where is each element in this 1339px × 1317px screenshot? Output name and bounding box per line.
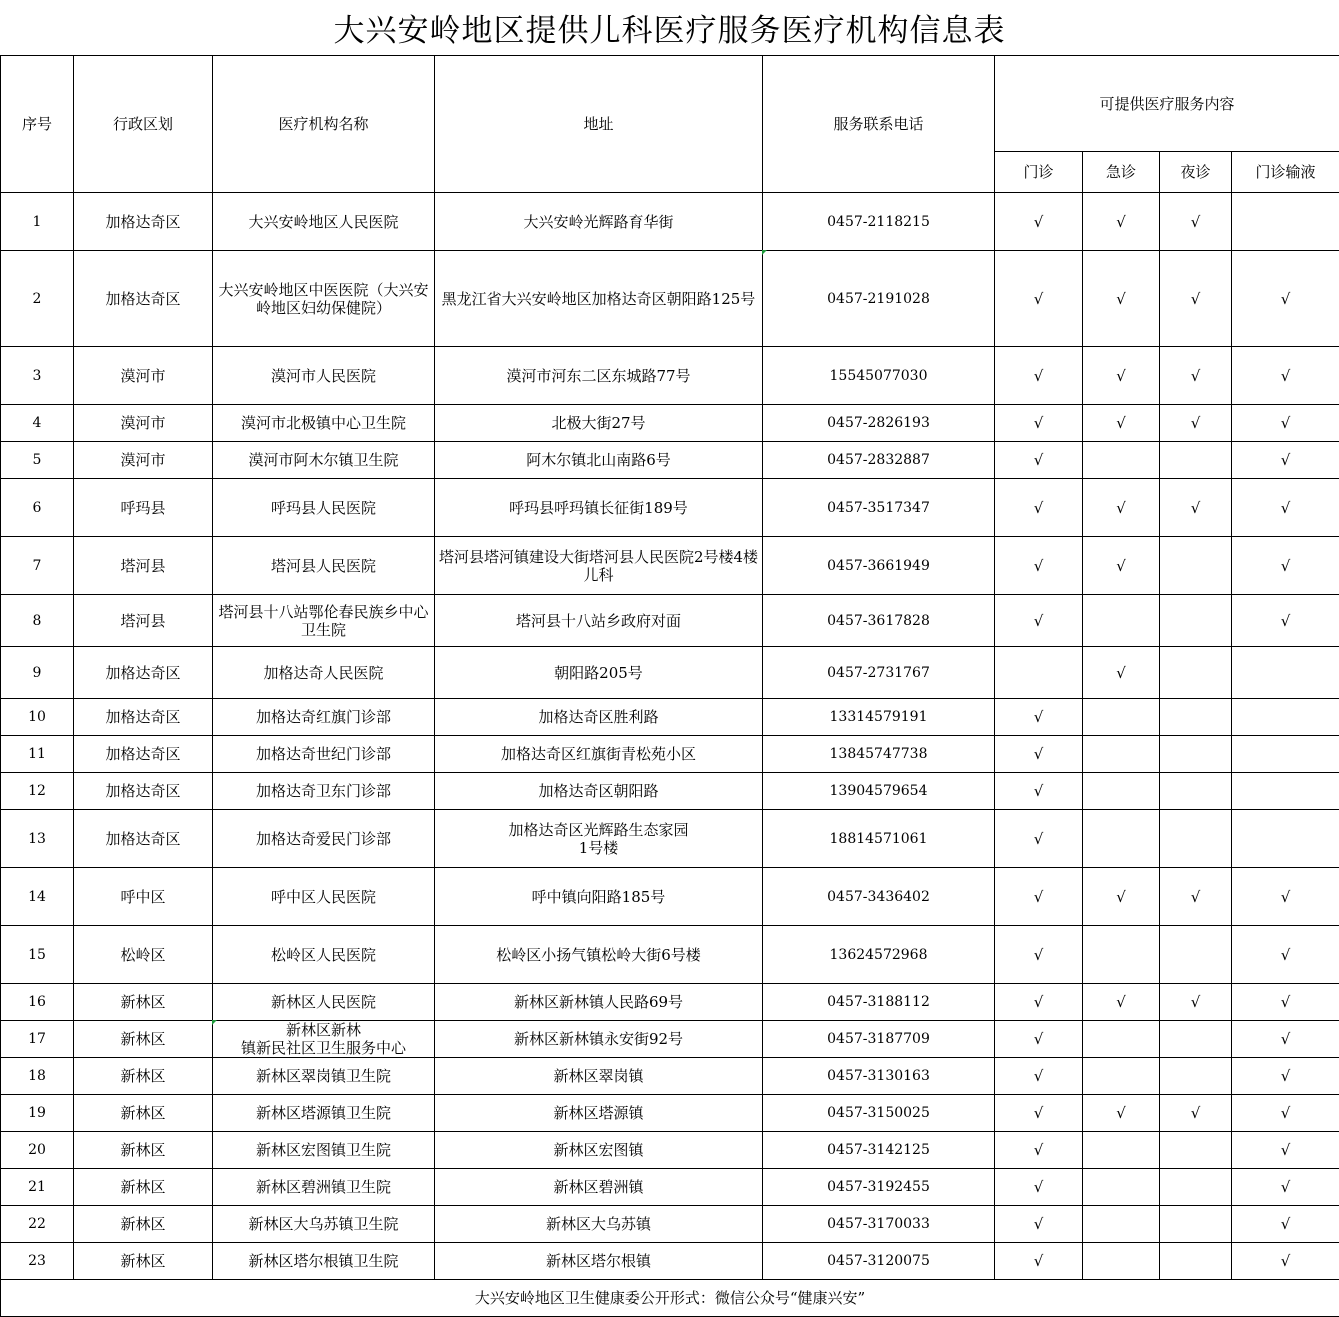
cell-address: 呼中镇向阳路185号 bbox=[435, 868, 763, 926]
cell-night: √ bbox=[1160, 347, 1232, 405]
table-row bbox=[1, 810, 1339, 868]
cell-institution-name: 漠河市阿木尔镇卫生院 bbox=[213, 442, 435, 479]
cell-night bbox=[1160, 773, 1232, 810]
cell-outpatient: √ bbox=[995, 537, 1083, 595]
cell-outpatient: √ bbox=[995, 479, 1083, 537]
cell-night bbox=[1160, 1058, 1232, 1095]
cell-outpatient: √ bbox=[995, 1243, 1083, 1280]
cell-outpatient: √ bbox=[995, 868, 1083, 926]
cell-address: 塔河县十八站乡政府对面 bbox=[435, 595, 763, 647]
cell-seq: 5 bbox=[1, 442, 74, 479]
table-row bbox=[1, 193, 1339, 251]
cell-institution-name: 新林区人民医院 bbox=[213, 984, 435, 1021]
table-row bbox=[1, 1058, 1339, 1095]
cell-night bbox=[1160, 1169, 1232, 1206]
cell-institution-name: 加格达奇红旗门诊部 bbox=[213, 699, 435, 736]
cell-outpatient: √ bbox=[995, 1058, 1083, 1095]
cell-phone: 18814571061 bbox=[763, 810, 995, 868]
cell-institution-name: 新林区翠岗镇卫生院 bbox=[213, 1058, 435, 1095]
cell-seq: 18 bbox=[1, 1058, 74, 1095]
cell-district: 新林区 bbox=[74, 1132, 213, 1169]
cell-infusion: √ bbox=[1232, 1169, 1339, 1206]
cell-institution-name: 加格达奇爱民门诊部 bbox=[213, 810, 435, 868]
cell-infusion: √ bbox=[1232, 537, 1339, 595]
cell-address: 新林区新林镇人民路69号 bbox=[435, 984, 763, 1021]
table-row bbox=[1, 595, 1339, 647]
cell-phone: 0457-3142125 bbox=[763, 1132, 995, 1169]
cell-night bbox=[1160, 699, 1232, 736]
header-infusion: 门诊输液 bbox=[1232, 152, 1339, 193]
sheet-title: 大兴安岭地区提供儿科医疗服务医疗机构信息表 bbox=[0, 0, 1339, 55]
cell-district: 加格达奇区 bbox=[74, 699, 213, 736]
cell-emergency bbox=[1083, 1243, 1160, 1280]
cell-emergency: √ bbox=[1083, 984, 1160, 1021]
cell-night bbox=[1160, 1021, 1232, 1058]
cell-phone: 0457-3120075 bbox=[763, 1243, 995, 1280]
cell-emergency bbox=[1083, 1132, 1160, 1169]
cell-district: 塔河县 bbox=[74, 537, 213, 595]
cell-address: 呼玛县呼玛镇长征街189号 bbox=[435, 479, 763, 537]
cell-district: 新林区 bbox=[74, 1021, 213, 1058]
cell-phone: 0457-2191028 bbox=[763, 251, 995, 347]
cell-night bbox=[1160, 595, 1232, 647]
cell-institution-name: 新林区新林 镇新民社区卫生服务中心 bbox=[213, 1021, 435, 1058]
cell-address: 新林区碧洲镇 bbox=[435, 1169, 763, 1206]
cell-institution-name: 加格达奇人民医院 bbox=[213, 647, 435, 699]
cell-outpatient: √ bbox=[995, 773, 1083, 810]
cell-emergency: √ bbox=[1083, 251, 1160, 347]
cell-outpatient: √ bbox=[995, 347, 1083, 405]
cell-comment-marker bbox=[212, 1020, 217, 1025]
cell-outpatient: √ bbox=[995, 736, 1083, 773]
cell-night bbox=[1160, 1206, 1232, 1243]
cell-phone: 0457-3130163 bbox=[763, 1058, 995, 1095]
cell-district: 加格达奇区 bbox=[74, 810, 213, 868]
cell-phone: 13904579654 bbox=[763, 773, 995, 810]
cell-institution-name: 呼玛县人民医院 bbox=[213, 479, 435, 537]
cell-seq: 21 bbox=[1, 1169, 74, 1206]
cell-seq: 15 bbox=[1, 926, 74, 984]
cell-phone: 0457-3187709 bbox=[763, 1021, 995, 1058]
table-row bbox=[1, 699, 1339, 736]
table-row bbox=[1, 926, 1339, 984]
cell-infusion: √ bbox=[1232, 479, 1339, 537]
cell-outpatient: √ bbox=[995, 193, 1083, 251]
cell-district: 加格达奇区 bbox=[74, 193, 213, 251]
header-seq: 序号 bbox=[1, 56, 74, 193]
cell-infusion: √ bbox=[1232, 595, 1339, 647]
cell-phone: 0457-3661949 bbox=[763, 537, 995, 595]
cell-emergency: √ bbox=[1083, 537, 1160, 595]
table-row bbox=[1, 405, 1339, 442]
table-row bbox=[1, 1169, 1339, 1206]
cell-outpatient: √ bbox=[995, 810, 1083, 868]
cell-address: 大兴安岭光辉路育华街 bbox=[435, 193, 763, 251]
cell-phone: 13314579191 bbox=[763, 699, 995, 736]
cell-outpatient: √ bbox=[995, 1021, 1083, 1058]
cell-district: 呼玛县 bbox=[74, 479, 213, 537]
cell-emergency bbox=[1083, 736, 1160, 773]
cell-emergency: √ bbox=[1083, 405, 1160, 442]
cell-phone: 15545077030 bbox=[763, 347, 995, 405]
cell-emergency bbox=[1083, 810, 1160, 868]
cell-phone: 13624572968 bbox=[763, 926, 995, 984]
cell-phone: 0457-3192455 bbox=[763, 1169, 995, 1206]
cell-emergency bbox=[1083, 442, 1160, 479]
cell-district: 加格达奇区 bbox=[74, 773, 213, 810]
cell-infusion: √ bbox=[1232, 1058, 1339, 1095]
cell-outpatient bbox=[995, 647, 1083, 699]
cell-district: 新林区 bbox=[74, 984, 213, 1021]
cell-emergency bbox=[1083, 1021, 1160, 1058]
table-row bbox=[1, 1095, 1339, 1132]
cell-district: 新林区 bbox=[74, 1095, 213, 1132]
cell-address: 朝阳路205号 bbox=[435, 647, 763, 699]
cell-institution-name: 呼中区人民医院 bbox=[213, 868, 435, 926]
cell-emergency bbox=[1083, 1058, 1160, 1095]
cell-night: √ bbox=[1160, 1095, 1232, 1132]
table-row bbox=[1, 347, 1339, 405]
cell-seq: 8 bbox=[1, 595, 74, 647]
cell-outpatient: √ bbox=[995, 926, 1083, 984]
footer-row bbox=[1, 1280, 1339, 1317]
cell-seq: 14 bbox=[1, 868, 74, 926]
cell-institution-name: 塔河县人民医院 bbox=[213, 537, 435, 595]
cell-seq: 9 bbox=[1, 647, 74, 699]
cell-comment-marker bbox=[762, 250, 767, 255]
table-row bbox=[1, 1132, 1339, 1169]
cell-infusion bbox=[1232, 773, 1339, 810]
cell-institution-name: 松岭区人民医院 bbox=[213, 926, 435, 984]
cell-address: 加格达奇区胜利路 bbox=[435, 699, 763, 736]
cell-address: 新林区塔尔根镇 bbox=[435, 1243, 763, 1280]
cell-district: 松岭区 bbox=[74, 926, 213, 984]
cell-institution-name: 新林区宏图镇卫生院 bbox=[213, 1132, 435, 1169]
cell-district: 加格达奇区 bbox=[74, 647, 213, 699]
cell-infusion: √ bbox=[1232, 926, 1339, 984]
cell-seq: 7 bbox=[1, 537, 74, 595]
table-row bbox=[1, 479, 1339, 537]
cell-seq: 2 bbox=[1, 251, 74, 347]
cell-night bbox=[1160, 537, 1232, 595]
cell-seq: 4 bbox=[1, 405, 74, 442]
cell-seq: 19 bbox=[1, 1095, 74, 1132]
cell-infusion: √ bbox=[1232, 1095, 1339, 1132]
table-row bbox=[1, 773, 1339, 810]
cell-infusion: √ bbox=[1232, 251, 1339, 347]
header-emergency: 急诊 bbox=[1083, 152, 1160, 193]
table-row bbox=[1, 1206, 1339, 1243]
header-district: 行政区划 bbox=[74, 56, 213, 193]
cell-outpatient: √ bbox=[995, 1169, 1083, 1206]
cell-infusion bbox=[1232, 736, 1339, 773]
cell-address: 加格达奇区朝阳路 bbox=[435, 773, 763, 810]
cell-phone: 0457-3150025 bbox=[763, 1095, 995, 1132]
cell-address: 松岭区小扬气镇松岭大街6号楼 bbox=[435, 926, 763, 984]
header-services: 可提供医疗服务内容 bbox=[995, 56, 1339, 152]
cell-night bbox=[1160, 442, 1232, 479]
cell-address: 新林区宏图镇 bbox=[435, 1132, 763, 1169]
cell-infusion bbox=[1232, 699, 1339, 736]
cell-emergency: √ bbox=[1083, 193, 1160, 251]
cell-district: 漠河市 bbox=[74, 347, 213, 405]
cell-emergency: √ bbox=[1083, 647, 1160, 699]
cell-outpatient: √ bbox=[995, 251, 1083, 347]
cell-address: 新林区新林镇永安街92号 bbox=[435, 1021, 763, 1058]
cell-outpatient: √ bbox=[995, 405, 1083, 442]
cell-night: √ bbox=[1160, 405, 1232, 442]
cell-seq: 17 bbox=[1, 1021, 74, 1058]
cell-emergency bbox=[1083, 1169, 1160, 1206]
cell-district: 塔河县 bbox=[74, 595, 213, 647]
cell-address: 新林区塔源镇 bbox=[435, 1095, 763, 1132]
cell-night: √ bbox=[1160, 868, 1232, 926]
cell-institution-name: 漠河市人民医院 bbox=[213, 347, 435, 405]
cell-institution-name: 新林区塔尔根镇卫生院 bbox=[213, 1243, 435, 1280]
cell-infusion: √ bbox=[1232, 347, 1339, 405]
cell-seq: 10 bbox=[1, 699, 74, 736]
cell-emergency: √ bbox=[1083, 479, 1160, 537]
header-outpatient: 门诊 bbox=[995, 152, 1083, 193]
cell-seq: 11 bbox=[1, 736, 74, 773]
cell-institution-name: 加格达奇卫东门诊部 bbox=[213, 773, 435, 810]
cell-district: 呼中区 bbox=[74, 868, 213, 926]
cell-infusion: √ bbox=[1232, 1206, 1339, 1243]
cell-institution-name: 大兴安岭地区中医医院（大兴安岭地区妇幼保健院） bbox=[213, 251, 435, 347]
cell-outpatient: √ bbox=[995, 699, 1083, 736]
footer-note: 大兴安岭地区卫生健康委公开形式：微信公众号“健康兴安” bbox=[1, 1280, 1339, 1317]
header-phone: 服务联系电话 bbox=[763, 56, 995, 193]
table-row bbox=[1, 537, 1339, 595]
cell-outpatient: √ bbox=[995, 1132, 1083, 1169]
cell-night: √ bbox=[1160, 984, 1232, 1021]
cell-seq: 23 bbox=[1, 1243, 74, 1280]
cell-infusion: √ bbox=[1232, 1021, 1339, 1058]
cell-infusion: √ bbox=[1232, 442, 1339, 479]
cell-institution-name: 新林区塔源镇卫生院 bbox=[213, 1095, 435, 1132]
cell-district: 漠河市 bbox=[74, 442, 213, 479]
cell-emergency bbox=[1083, 773, 1160, 810]
table-row bbox=[1, 736, 1339, 773]
cell-seq: 20 bbox=[1, 1132, 74, 1169]
cell-address: 加格达奇区红旗街青松苑小区 bbox=[435, 736, 763, 773]
header-row bbox=[1, 56, 1339, 152]
cell-infusion: √ bbox=[1232, 1243, 1339, 1280]
cell-night bbox=[1160, 1243, 1232, 1280]
cell-address: 塔河县塔河镇建设大街塔河县人民医院2号楼4楼儿科 bbox=[435, 537, 763, 595]
cell-institution-name: 加格达奇世纪门诊部 bbox=[213, 736, 435, 773]
cell-night bbox=[1160, 1132, 1232, 1169]
cell-phone: 0457-3436402 bbox=[763, 868, 995, 926]
cell-night bbox=[1160, 736, 1232, 773]
table-row bbox=[1, 1243, 1339, 1280]
cell-infusion bbox=[1232, 647, 1339, 699]
table-row bbox=[1, 251, 1339, 347]
cell-phone: 0457-2826193 bbox=[763, 405, 995, 442]
institution-table bbox=[0, 55, 1339, 1317]
cell-district: 加格达奇区 bbox=[74, 736, 213, 773]
cell-phone: 0457-2118215 bbox=[763, 193, 995, 251]
cell-outpatient: √ bbox=[995, 1206, 1083, 1243]
cell-emergency bbox=[1083, 1206, 1160, 1243]
cell-emergency bbox=[1083, 699, 1160, 736]
cell-night: √ bbox=[1160, 251, 1232, 347]
cell-night bbox=[1160, 926, 1232, 984]
cell-emergency: √ bbox=[1083, 1095, 1160, 1132]
cell-district: 新林区 bbox=[74, 1243, 213, 1280]
cell-seq: 3 bbox=[1, 347, 74, 405]
cell-phone: 0457-3188112 bbox=[763, 984, 995, 1021]
cell-phone: 0457-3517347 bbox=[763, 479, 995, 537]
cell-seq: 1 bbox=[1, 193, 74, 251]
cell-emergency bbox=[1083, 926, 1160, 984]
cell-district: 新林区 bbox=[74, 1169, 213, 1206]
table-row bbox=[1, 442, 1339, 479]
table-row bbox=[1, 647, 1339, 699]
cell-outpatient: √ bbox=[995, 442, 1083, 479]
cell-night bbox=[1160, 810, 1232, 868]
cell-infusion: √ bbox=[1232, 984, 1339, 1021]
table-row bbox=[1, 1021, 1339, 1058]
cell-seq: 6 bbox=[1, 479, 74, 537]
cell-phone: 0457-3617828 bbox=[763, 595, 995, 647]
cell-seq: 13 bbox=[1, 810, 74, 868]
header-night: 夜诊 bbox=[1160, 152, 1232, 193]
cell-seq: 22 bbox=[1, 1206, 74, 1243]
cell-address: 阿木尔镇北山南路6号 bbox=[435, 442, 763, 479]
cell-institution-name: 漠河市北极镇中心卫生院 bbox=[213, 405, 435, 442]
header-address: 地址 bbox=[435, 56, 763, 193]
table-row bbox=[1, 984, 1339, 1021]
cell-address: 黑龙江省大兴安岭地区加格达奇区朝阳路125号 bbox=[435, 251, 763, 347]
cell-infusion: √ bbox=[1232, 405, 1339, 442]
cell-address: 加格达奇区光辉路生态家园 1号楼 bbox=[435, 810, 763, 868]
cell-phone: 0457-2832887 bbox=[763, 442, 995, 479]
cell-address: 北极大街27号 bbox=[435, 405, 763, 442]
cell-emergency: √ bbox=[1083, 868, 1160, 926]
cell-infusion bbox=[1232, 193, 1339, 251]
cell-district: 加格达奇区 bbox=[74, 251, 213, 347]
cell-phone: 0457-2731767 bbox=[763, 647, 995, 699]
cell-institution-name: 新林区大乌苏镇卫生院 bbox=[213, 1206, 435, 1243]
cell-phone: 0457-3170033 bbox=[763, 1206, 995, 1243]
cell-emergency: √ bbox=[1083, 347, 1160, 405]
cell-outpatient: √ bbox=[995, 984, 1083, 1021]
cell-address: 漠河市河东二区东城路77号 bbox=[435, 347, 763, 405]
cell-outpatient: √ bbox=[995, 595, 1083, 647]
cell-institution-name: 新林区碧洲镇卫生院 bbox=[213, 1169, 435, 1206]
cell-seq: 12 bbox=[1, 773, 74, 810]
cell-phone: 13845747738 bbox=[763, 736, 995, 773]
cell-infusion: √ bbox=[1232, 868, 1339, 926]
cell-infusion bbox=[1232, 810, 1339, 868]
cell-seq: 16 bbox=[1, 984, 74, 1021]
cell-institution-name: 大兴安岭地区人民医院 bbox=[213, 193, 435, 251]
cell-district: 漠河市 bbox=[74, 405, 213, 442]
cell-address: 新林区翠岗镇 bbox=[435, 1058, 763, 1095]
cell-infusion: √ bbox=[1232, 1132, 1339, 1169]
cell-night bbox=[1160, 647, 1232, 699]
cell-emergency bbox=[1083, 595, 1160, 647]
cell-district: 新林区 bbox=[74, 1058, 213, 1095]
cell-address: 新林区大乌苏镇 bbox=[435, 1206, 763, 1243]
cell-night: √ bbox=[1160, 193, 1232, 251]
cell-outpatient: √ bbox=[995, 1095, 1083, 1132]
header-name: 医疗机构名称 bbox=[213, 56, 435, 193]
table-row bbox=[1, 868, 1339, 926]
cell-night: √ bbox=[1160, 479, 1232, 537]
cell-district: 新林区 bbox=[74, 1206, 213, 1243]
cell-institution-name: 塔河县十八站鄂伦春民族乡中心卫生院 bbox=[213, 595, 435, 647]
